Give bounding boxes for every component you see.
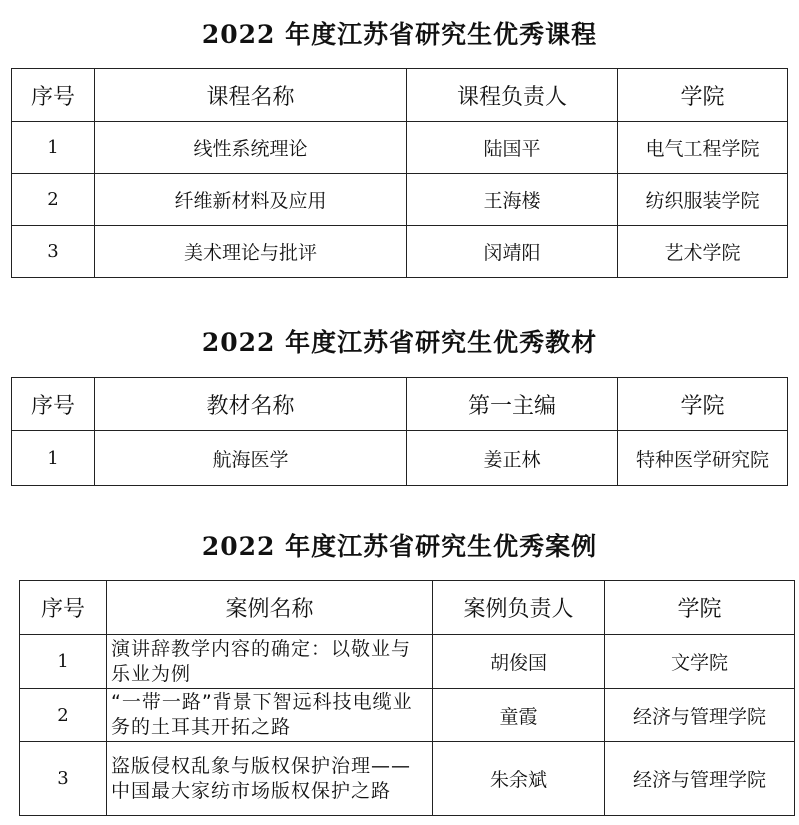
chief-editor: 姜正林	[407, 431, 618, 486]
row-index: 3	[20, 742, 107, 816]
table-row	[20, 635, 795, 689]
column-header: 学院	[618, 378, 788, 431]
column-header: 案例负责人	[433, 581, 605, 635]
college: 特种医学研究院	[618, 431, 788, 486]
column-header: 第一主编	[407, 378, 618, 431]
column-header: 序号	[12, 69, 95, 122]
case-lead: 朱余斌	[433, 742, 605, 816]
case-lead: 童霞	[433, 689, 605, 742]
row-index: 1	[12, 431, 95, 486]
college: 电气工程学院	[618, 122, 788, 174]
column-header: 案例名称	[107, 581, 433, 635]
textbook-name: 航海医学	[95, 431, 407, 486]
courses-table	[11, 68, 788, 278]
table-header-row	[20, 581, 795, 635]
column-header: 教材名称	[95, 378, 407, 431]
column-header: 序号	[12, 378, 95, 431]
case-name: 盗版侵权乱象与版权保护治理——中国最大家纺市场版权保护之路	[107, 742, 433, 816]
college: 经济与管理学院	[605, 689, 795, 742]
course-lead: 陆国平	[407, 122, 618, 174]
textbooks-title: 2022 年度江苏省研究生优秀教材	[201, 328, 598, 357]
table-row	[12, 226, 788, 278]
table-row	[12, 122, 788, 174]
course-name: 线性系统理论	[95, 122, 407, 174]
column-header: 学院	[618, 69, 788, 122]
column-header: 序号	[20, 581, 107, 635]
course-lead: 闵靖阳	[407, 226, 618, 278]
table-header-row	[12, 69, 788, 122]
course-lead: 王海楼	[407, 174, 618, 226]
table-row	[20, 689, 795, 742]
college: 经济与管理学院	[605, 742, 795, 816]
column-header: 学院	[605, 581, 795, 635]
table-row	[12, 431, 788, 486]
row-index: 3	[12, 226, 95, 278]
college: 纺织服装学院	[618, 174, 788, 226]
row-index: 1	[12, 122, 95, 174]
row-index: 2	[20, 689, 107, 742]
table-header-row	[12, 378, 788, 431]
column-header: 课程名称	[95, 69, 407, 122]
textbooks-table	[11, 377, 788, 486]
courses-title: 2022 年度江苏省研究生优秀课程	[201, 20, 598, 49]
college: 文学院	[605, 635, 795, 689]
table-row	[12, 174, 788, 226]
row-index: 1	[20, 635, 107, 689]
table-row	[20, 742, 795, 816]
row-index: 2	[12, 174, 95, 226]
cases-table	[19, 580, 795, 816]
college: 艺术学院	[618, 226, 788, 278]
column-header: 课程负责人	[407, 69, 618, 122]
course-name: 美术理论与批评	[95, 226, 407, 278]
case-name: “一带一路”背景下智远科技电缆业务的土耳其开拓之路	[107, 689, 433, 742]
cases-title: 2022 年度江苏省研究生优秀案例	[201, 532, 598, 561]
case-lead: 胡俊国	[433, 635, 605, 689]
case-name: 演讲辞教学内容的确定：以敬业与乐业为例	[107, 635, 433, 689]
course-name: 纤维新材料及应用	[95, 174, 407, 226]
